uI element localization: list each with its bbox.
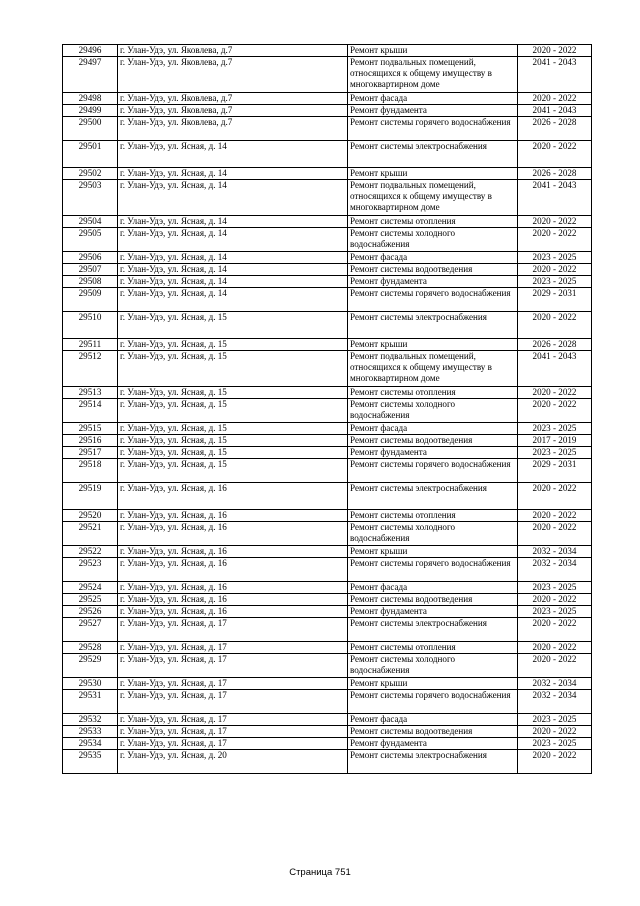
row-work-type: Ремонт фасада bbox=[348, 714, 518, 726]
table-row bbox=[63, 642, 592, 654]
row-address: г. Улан-Удэ, ул. Ясная, д. 16 bbox=[118, 522, 348, 546]
row-period: 2020 - 2022 bbox=[518, 312, 592, 339]
row-address: г. Улан-Удэ, ул. Ясная, д. 15 bbox=[118, 435, 348, 447]
row-number: 29510 bbox=[63, 312, 118, 339]
row-number: 29524 bbox=[63, 582, 118, 594]
row-number: 29534 bbox=[63, 738, 118, 750]
row-number: 29526 bbox=[63, 606, 118, 618]
table-row bbox=[63, 594, 592, 606]
row-period: 2020 - 2022 bbox=[518, 594, 592, 606]
row-address: г. Улан-Удэ, ул. Ясная, д. 17 bbox=[118, 642, 348, 654]
row-number: 29529 bbox=[63, 654, 118, 678]
row-work-type: Ремонт крыши bbox=[348, 678, 518, 690]
row-address: г. Улан-Удэ, ул. Яковлева, д.7 bbox=[118, 105, 348, 117]
row-number: 29513 bbox=[63, 387, 118, 399]
row-period: 2017 - 2019 bbox=[518, 435, 592, 447]
row-work-type: Ремонт системы горячего водоснабжения bbox=[348, 288, 518, 312]
row-period: 2032 - 2034 bbox=[518, 690, 592, 714]
table-row bbox=[63, 399, 592, 423]
row-work-type: Ремонт системы электроснабжения bbox=[348, 141, 518, 168]
row-period: 2023 - 2025 bbox=[518, 582, 592, 594]
row-work-type: Ремонт системы электроснабжения bbox=[348, 618, 518, 642]
row-period: 2026 - 2028 bbox=[518, 168, 592, 180]
row-number: 29509 bbox=[63, 288, 118, 312]
document-page bbox=[62, 44, 592, 774]
row-work-type: Ремонт подвальных помещений, относящихся к общему имуществу в многоквартирном доме bbox=[348, 57, 518, 93]
row-number: 29522 bbox=[63, 546, 118, 558]
row-address: г. Улан-Удэ, ул. Ясная, д. 14 bbox=[118, 228, 348, 252]
row-number: 29496 bbox=[63, 45, 118, 57]
row-period: 2023 - 2025 bbox=[518, 447, 592, 459]
row-work-type: Ремонт системы горячего водоснабжения bbox=[348, 690, 518, 714]
row-work-type: Ремонт системы отопления bbox=[348, 216, 518, 228]
table-row bbox=[63, 252, 592, 264]
row-address: г. Улан-Удэ, ул. Ясная, д. 15 bbox=[118, 351, 348, 387]
row-period: 2041 - 2043 bbox=[518, 105, 592, 117]
row-period: 2026 - 2028 bbox=[518, 117, 592, 141]
table-row bbox=[63, 678, 592, 690]
table-row bbox=[63, 93, 592, 105]
row-work-type: Ремонт фасада bbox=[348, 582, 518, 594]
row-period: 2020 - 2022 bbox=[518, 216, 592, 228]
row-work-type: Ремонт крыши bbox=[348, 339, 518, 351]
row-period: 2026 - 2028 bbox=[518, 339, 592, 351]
table-row bbox=[63, 483, 592, 510]
row-work-type: Ремонт системы водоотведения bbox=[348, 435, 518, 447]
table-row bbox=[63, 423, 592, 435]
row-address: г. Улан-Удэ, ул. Ясная, д. 15 bbox=[118, 459, 348, 483]
row-address: г. Улан-Удэ, ул. Ясная, д. 16 bbox=[118, 594, 348, 606]
row-work-type: Ремонт системы холодного водоснабжения bbox=[348, 228, 518, 252]
row-period: 2041 - 2043 bbox=[518, 351, 592, 387]
row-work-type: Ремонт системы отопления bbox=[348, 642, 518, 654]
table-row bbox=[63, 387, 592, 399]
row-number: 29516 bbox=[63, 435, 118, 447]
row-address: г. Улан-Удэ, ул. Ясная, д. 16 bbox=[118, 546, 348, 558]
table-row bbox=[63, 264, 592, 276]
row-work-type: Ремонт системы водоотведения bbox=[348, 264, 518, 276]
row-period: 2032 - 2034 bbox=[518, 558, 592, 582]
row-period: 2020 - 2022 bbox=[518, 45, 592, 57]
row-address: г. Улан-Удэ, ул. Яковлева, д.7 bbox=[118, 93, 348, 105]
table-row bbox=[63, 57, 592, 93]
row-work-type: Ремонт системы электроснабжения bbox=[348, 483, 518, 510]
row-period: 2020 - 2022 bbox=[518, 228, 592, 252]
row-number: 29502 bbox=[63, 168, 118, 180]
row-address: г. Улан-Удэ, ул. Ясная, д. 14 bbox=[118, 141, 348, 168]
table-row bbox=[63, 726, 592, 738]
table-row bbox=[63, 558, 592, 582]
row-number: 29499 bbox=[63, 105, 118, 117]
row-work-type: Ремонт крыши bbox=[348, 168, 518, 180]
row-period: 2020 - 2022 bbox=[518, 750, 592, 774]
row-address: г. Улан-Удэ, ул. Ясная, д. 15 bbox=[118, 447, 348, 459]
row-number: 29506 bbox=[63, 252, 118, 264]
table-row bbox=[63, 690, 592, 714]
row-period: 2020 - 2022 bbox=[518, 618, 592, 642]
row-address: г. Улан-Удэ, ул. Яковлева, д.7 bbox=[118, 45, 348, 57]
table-row bbox=[63, 339, 592, 351]
row-period: 2020 - 2022 bbox=[518, 387, 592, 399]
repair-schedule-table bbox=[62, 44, 592, 774]
row-address: г. Улан-Удэ, ул. Ясная, д. 15 bbox=[118, 387, 348, 399]
row-number: 29518 bbox=[63, 459, 118, 483]
row-address: г. Улан-Удэ, ул. Ясная, д. 17 bbox=[118, 654, 348, 678]
row-address: г. Улан-Удэ, ул. Ясная, д. 14 bbox=[118, 216, 348, 228]
row-work-type: Ремонт подвальных помещений, относящихся к общему имуществу в многоквартирном доме bbox=[348, 351, 518, 387]
row-period: 2023 - 2025 bbox=[518, 423, 592, 435]
row-period: 2023 - 2025 bbox=[518, 714, 592, 726]
table-row bbox=[63, 45, 592, 57]
row-number: 29527 bbox=[63, 618, 118, 642]
row-address: г. Улан-Удэ, ул. Ясная, д. 14 bbox=[118, 276, 348, 288]
table-row bbox=[63, 522, 592, 546]
row-number: 29497 bbox=[63, 57, 118, 93]
row-number: 29517 bbox=[63, 447, 118, 459]
row-period: 2020 - 2022 bbox=[518, 93, 592, 105]
row-work-type: Ремонт фундамента bbox=[348, 738, 518, 750]
row-period: 2020 - 2022 bbox=[518, 522, 592, 546]
table-row bbox=[63, 180, 592, 216]
row-address: г. Улан-Удэ, ул. Ясная, д. 16 bbox=[118, 558, 348, 582]
row-work-type: Ремонт подвальных помещений, относящихся к общему имуществу в многоквартирном доме bbox=[348, 180, 518, 216]
row-period: 2023 - 2025 bbox=[518, 606, 592, 618]
table-row bbox=[63, 276, 592, 288]
row-address: г. Улан-Удэ, ул. Ясная, д. 14 bbox=[118, 264, 348, 276]
row-number: 29501 bbox=[63, 141, 118, 168]
row-work-type: Ремонт фундамента bbox=[348, 606, 518, 618]
table-row bbox=[63, 117, 592, 141]
row-address: г. Улан-Удэ, ул. Ясная, д. 15 bbox=[118, 339, 348, 351]
row-period: 2032 - 2034 bbox=[518, 678, 592, 690]
table-body bbox=[63, 45, 592, 774]
table-row bbox=[63, 618, 592, 642]
row-period: 2029 - 2031 bbox=[518, 288, 592, 312]
row-number: 29514 bbox=[63, 399, 118, 423]
row-work-type: Ремонт фундамента bbox=[348, 276, 518, 288]
table-row bbox=[63, 582, 592, 594]
row-number: 29520 bbox=[63, 510, 118, 522]
row-period: 2041 - 2043 bbox=[518, 180, 592, 216]
row-address: г. Улан-Удэ, ул. Ясная, д. 14 bbox=[118, 252, 348, 264]
row-address: г. Улан-Удэ, ул. Ясная, д. 17 bbox=[118, 690, 348, 714]
row-period: 2020 - 2022 bbox=[518, 483, 592, 510]
row-number: 29512 bbox=[63, 351, 118, 387]
row-address: г. Улан-Удэ, ул. Ясная, д. 17 bbox=[118, 714, 348, 726]
row-number: 29532 bbox=[63, 714, 118, 726]
row-number: 29521 bbox=[63, 522, 118, 546]
row-period: 2020 - 2022 bbox=[518, 399, 592, 423]
row-number: 29498 bbox=[63, 93, 118, 105]
row-number: 29530 bbox=[63, 678, 118, 690]
row-period: 2029 - 2031 bbox=[518, 459, 592, 483]
row-address: г. Улан-Удэ, ул. Ясная, д. 16 bbox=[118, 606, 348, 618]
row-period: 2020 - 2022 bbox=[518, 264, 592, 276]
row-number: 29505 bbox=[63, 228, 118, 252]
row-work-type: Ремонт крыши bbox=[348, 45, 518, 57]
row-work-type: Ремонт системы холодного водоснабжения bbox=[348, 399, 518, 423]
row-period: 2020 - 2022 bbox=[518, 510, 592, 522]
row-number: 29523 bbox=[63, 558, 118, 582]
row-work-type: Ремонт фасада bbox=[348, 423, 518, 435]
row-period: 2032 - 2034 bbox=[518, 546, 592, 558]
row-period: 2023 - 2025 bbox=[518, 252, 592, 264]
row-address: г. Улан-Удэ, ул. Ясная, д. 16 bbox=[118, 582, 348, 594]
table-row bbox=[63, 510, 592, 522]
row-address: г. Улан-Удэ, ул. Ясная, д. 17 bbox=[118, 678, 348, 690]
row-work-type: Ремонт системы горячего водоснабжения bbox=[348, 459, 518, 483]
row-work-type: Ремонт крыши bbox=[348, 546, 518, 558]
row-period: 2023 - 2025 bbox=[518, 276, 592, 288]
row-work-type: Ремонт фундамента bbox=[348, 447, 518, 459]
table-row bbox=[63, 351, 592, 387]
row-number: 29535 bbox=[63, 750, 118, 774]
row-number: 29508 bbox=[63, 276, 118, 288]
row-work-type: Ремонт фундамента bbox=[348, 105, 518, 117]
table-row bbox=[63, 168, 592, 180]
table-row bbox=[63, 216, 592, 228]
page-number: Страница 751 bbox=[289, 867, 351, 878]
row-number: 29504 bbox=[63, 216, 118, 228]
table-row bbox=[63, 141, 592, 168]
row-address: г. Улан-Удэ, ул. Ясная, д. 17 bbox=[118, 618, 348, 642]
row-number: 29500 bbox=[63, 117, 118, 141]
row-work-type: Ремонт системы водоотведения bbox=[348, 726, 518, 738]
table-row bbox=[63, 546, 592, 558]
row-number: 29507 bbox=[63, 264, 118, 276]
table-row bbox=[63, 459, 592, 483]
row-address: г. Улан-Удэ, ул. Ясная, д. 20 bbox=[118, 750, 348, 774]
row-work-type: Ремонт системы холодного водоснабжения bbox=[348, 522, 518, 546]
row-work-type: Ремонт системы горячего водоснабжения bbox=[348, 558, 518, 582]
row-address: г. Улан-Удэ, ул. Ясная, д. 14 bbox=[118, 168, 348, 180]
row-address: г. Улан-Удэ, ул. Ясная, д. 17 bbox=[118, 726, 348, 738]
row-address: г. Улан-Удэ, ул. Ясная, д. 17 bbox=[118, 738, 348, 750]
table-row bbox=[63, 435, 592, 447]
row-address: г. Улан-Удэ, ул. Ясная, д. 15 bbox=[118, 423, 348, 435]
table-row bbox=[63, 714, 592, 726]
table-row bbox=[63, 606, 592, 618]
row-period: 2020 - 2022 bbox=[518, 654, 592, 678]
row-period: 2020 - 2022 bbox=[518, 642, 592, 654]
row-address: г. Улан-Удэ, ул. Ясная, д. 15 bbox=[118, 399, 348, 423]
row-address: г. Улан-Удэ, ул. Яковлева, д.7 bbox=[118, 57, 348, 93]
table-row bbox=[63, 654, 592, 678]
table-row bbox=[63, 738, 592, 750]
row-period: 2020 - 2022 bbox=[518, 726, 592, 738]
row-address: г. Улан-Удэ, ул. Ясная, д. 14 bbox=[118, 288, 348, 312]
table-row bbox=[63, 447, 592, 459]
table-row bbox=[63, 228, 592, 252]
row-address: г. Улан-Удэ, ул. Яковлева, д.7 bbox=[118, 117, 348, 141]
table-row bbox=[63, 750, 592, 774]
row-period: 2041 - 2043 bbox=[518, 57, 592, 93]
row-number: 29511 bbox=[63, 339, 118, 351]
row-period: 2023 - 2025 bbox=[518, 738, 592, 750]
table-row bbox=[63, 312, 592, 339]
row-work-type: Ремонт системы холодного водоснабжения bbox=[348, 654, 518, 678]
row-address: г. Улан-Удэ, ул. Ясная, д. 14 bbox=[118, 180, 348, 216]
row-work-type: Ремонт фасада bbox=[348, 93, 518, 105]
row-work-type: Ремонт системы отопления bbox=[348, 387, 518, 399]
row-work-type: Ремонт системы электроснабжения bbox=[348, 312, 518, 339]
row-work-type: Ремонт фасада bbox=[348, 252, 518, 264]
table-row bbox=[63, 288, 592, 312]
row-number: 29519 bbox=[63, 483, 118, 510]
row-number: 29528 bbox=[63, 642, 118, 654]
row-work-type: Ремонт системы водоотведения bbox=[348, 594, 518, 606]
row-address: г. Улан-Удэ, ул. Ясная, д. 16 bbox=[118, 510, 348, 522]
row-number: 29515 bbox=[63, 423, 118, 435]
row-number: 29533 bbox=[63, 726, 118, 738]
row-work-type: Ремонт системы электроснабжения bbox=[348, 750, 518, 774]
row-number: 29525 bbox=[63, 594, 118, 606]
row-work-type: Ремонт системы горячего водоснабжения bbox=[348, 117, 518, 141]
row-number: 29531 bbox=[63, 690, 118, 714]
row-period: 2020 - 2022 bbox=[518, 141, 592, 168]
row-work-type: Ремонт системы отопления bbox=[348, 510, 518, 522]
row-number: 29503 bbox=[63, 180, 118, 216]
row-address: г. Улан-Удэ, ул. Ясная, д. 15 bbox=[118, 312, 348, 339]
row-address: г. Улан-Удэ, ул. Ясная, д. 16 bbox=[118, 483, 348, 510]
table-row bbox=[63, 105, 592, 117]
